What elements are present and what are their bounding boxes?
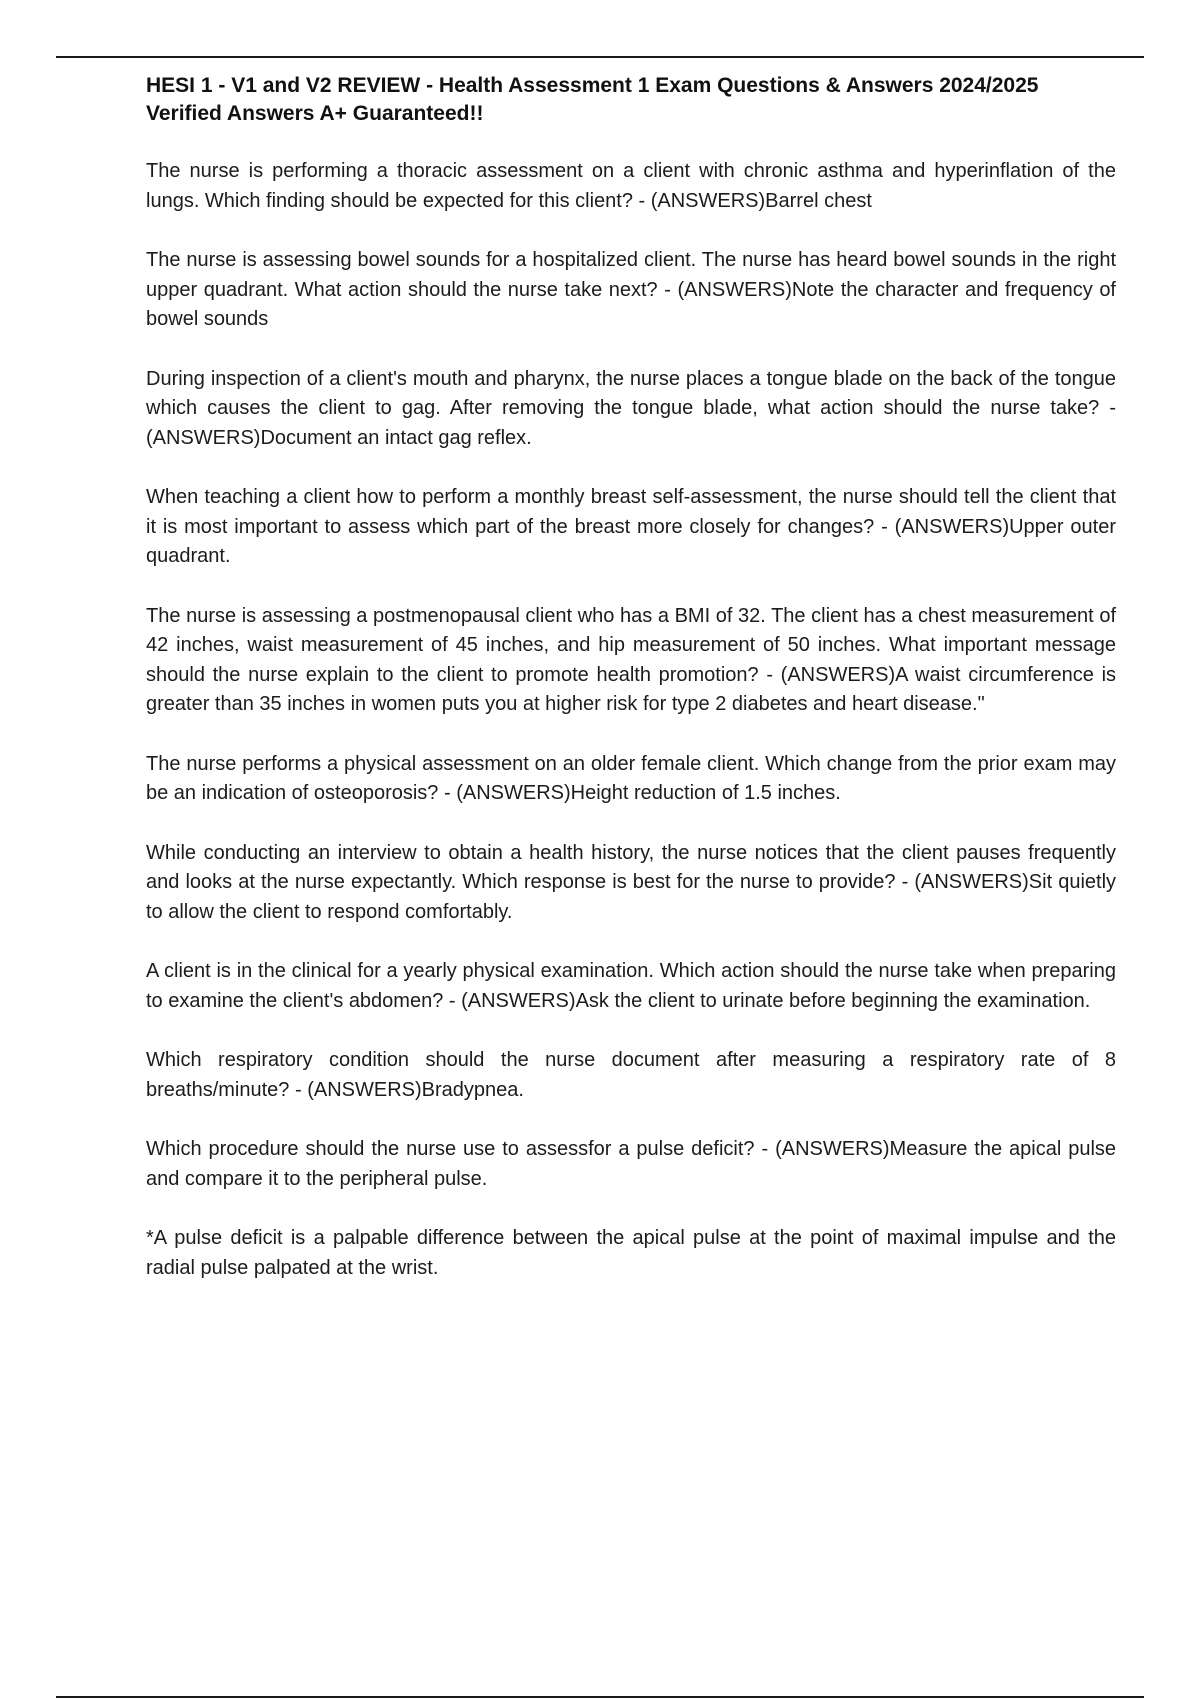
answer-text: Height reduction of 1.5 inches. (570, 782, 841, 804)
document-title: HESI 1 - V1 and V2 REVIEW - Health Assessment 1 Exam Questions & Answers 2024/2025 Verified Answers A+ Guaranteed!! (146, 74, 1039, 125)
answer-text: Barrel chest (765, 189, 872, 212)
question-text: The nurse performs a physical assessment on an older female client. Which change from the prior exam may be an indication of osteoporosis? (146, 752, 1116, 804)
question-text: The nurse is assessing bowel sounds for a hospitalized client. The nurse has heard bowel sounds in the right upper quadrant. What action should the nurse take next? (146, 249, 1116, 301)
answer-text: Note the character and frequency of bowel sounds (146, 278, 1116, 330)
answer-marker: - (ANSWERS) (754, 1138, 890, 1160)
question-text: During inspection of a client's mouth and pharynx, the nurse places a tongue blade on the back of the tongue which causes the client to gag. After removing the tongue blade, what action should the nurse take? (146, 367, 1116, 419)
answer-marker: - (ANSWERS) (289, 1078, 422, 1101)
qa-item (146, 365, 1116, 454)
answer-text: Upper outer quadrant. (146, 515, 1117, 567)
bottom-rule (56, 1696, 1144, 1698)
question-text: While conducting an interview to obtain a health history, the nurse notices that the client pauses frequently and looks at the nurse expectantly. Which response is best for the nurse to provide? (146, 841, 1116, 893)
answer-text: Ask the client to urinate before beginning the examination. (575, 989, 1091, 1012)
qa-item (146, 1135, 1116, 1194)
answer-marker: - (ANSWERS) (657, 278, 792, 301)
answer-text: Bradypnea. (421, 1078, 524, 1101)
qa-list (146, 157, 1116, 1194)
answer-marker: - (ANSWERS) (443, 989, 576, 1012)
answer-text: A waist circumference is greater than 35 inches in women puts you at higher risk for type 2 diabetes and heart disease." (146, 663, 1117, 715)
answer-marker: - (ANSWERS) (874, 515, 1010, 538)
question-text: The nurse is performing a thoracic assessment on a client with chronic asthma and hyperinflation of the lungs. Which finding should be expected for this client? (146, 160, 1116, 212)
document-body (146, 72, 1116, 1313)
question-text: The nurse is assessing a postmenopausal client who has a BMI of 32. The client has a chest measurement of 42 inches, waist measurement of 45 inches, and hip measurement of 50 inches. What important message should the nurse explain to the client to promote health promotion? (146, 604, 1116, 686)
footnote: *A pulse deficit is a palpable difference between the apical pulse at the point of maximal impulse and the radial pulse palpated at the wrist. (146, 1227, 1116, 1279)
answer-marker: - (ANSWERS) (758, 663, 896, 686)
qa-item (146, 1046, 1116, 1105)
question-text: When teaching a client how to perform a monthly breast self-assessment, the nurse should tell the client that it is most important to assess which part of the breast more closely for changes? (146, 486, 1116, 538)
question-text: Which respiratory condition should the nurse document after measuring a respiratory rate of 8 breaths/minute? (146, 1049, 1116, 1101)
answer-text: Document an intact gag reflex. (260, 426, 532, 449)
qa-item (146, 750, 1116, 809)
top-rule (56, 56, 1144, 58)
question-text: A client is in the clinical for a yearly physical examination. Which action should the nurse take when preparing to examine the client's abdomen? (146, 960, 1116, 1012)
answer-text: Sit quietly to allow the client to respond comfortably. (146, 871, 1117, 923)
qa-item (146, 602, 1116, 720)
answer-marker: - (ANSWERS) (438, 782, 571, 804)
qa-item (146, 957, 1116, 1016)
answer-marker: - (ANSWERS) (895, 871, 1029, 893)
answer-text: Measure the apical pulse and compare it to the peripheral pulse. (146, 1138, 1117, 1190)
answer-marker: - (ANSWERS) (632, 189, 766, 212)
question-text: Which procedure should the nurse use to assessfor a pulse deficit? (146, 1138, 755, 1160)
qa-item (146, 483, 1116, 572)
answer-marker: - (ANSWERS) (146, 397, 1117, 449)
qa-item (146, 839, 1116, 928)
qa-item (146, 246, 1116, 335)
qa-item (146, 157, 1116, 216)
